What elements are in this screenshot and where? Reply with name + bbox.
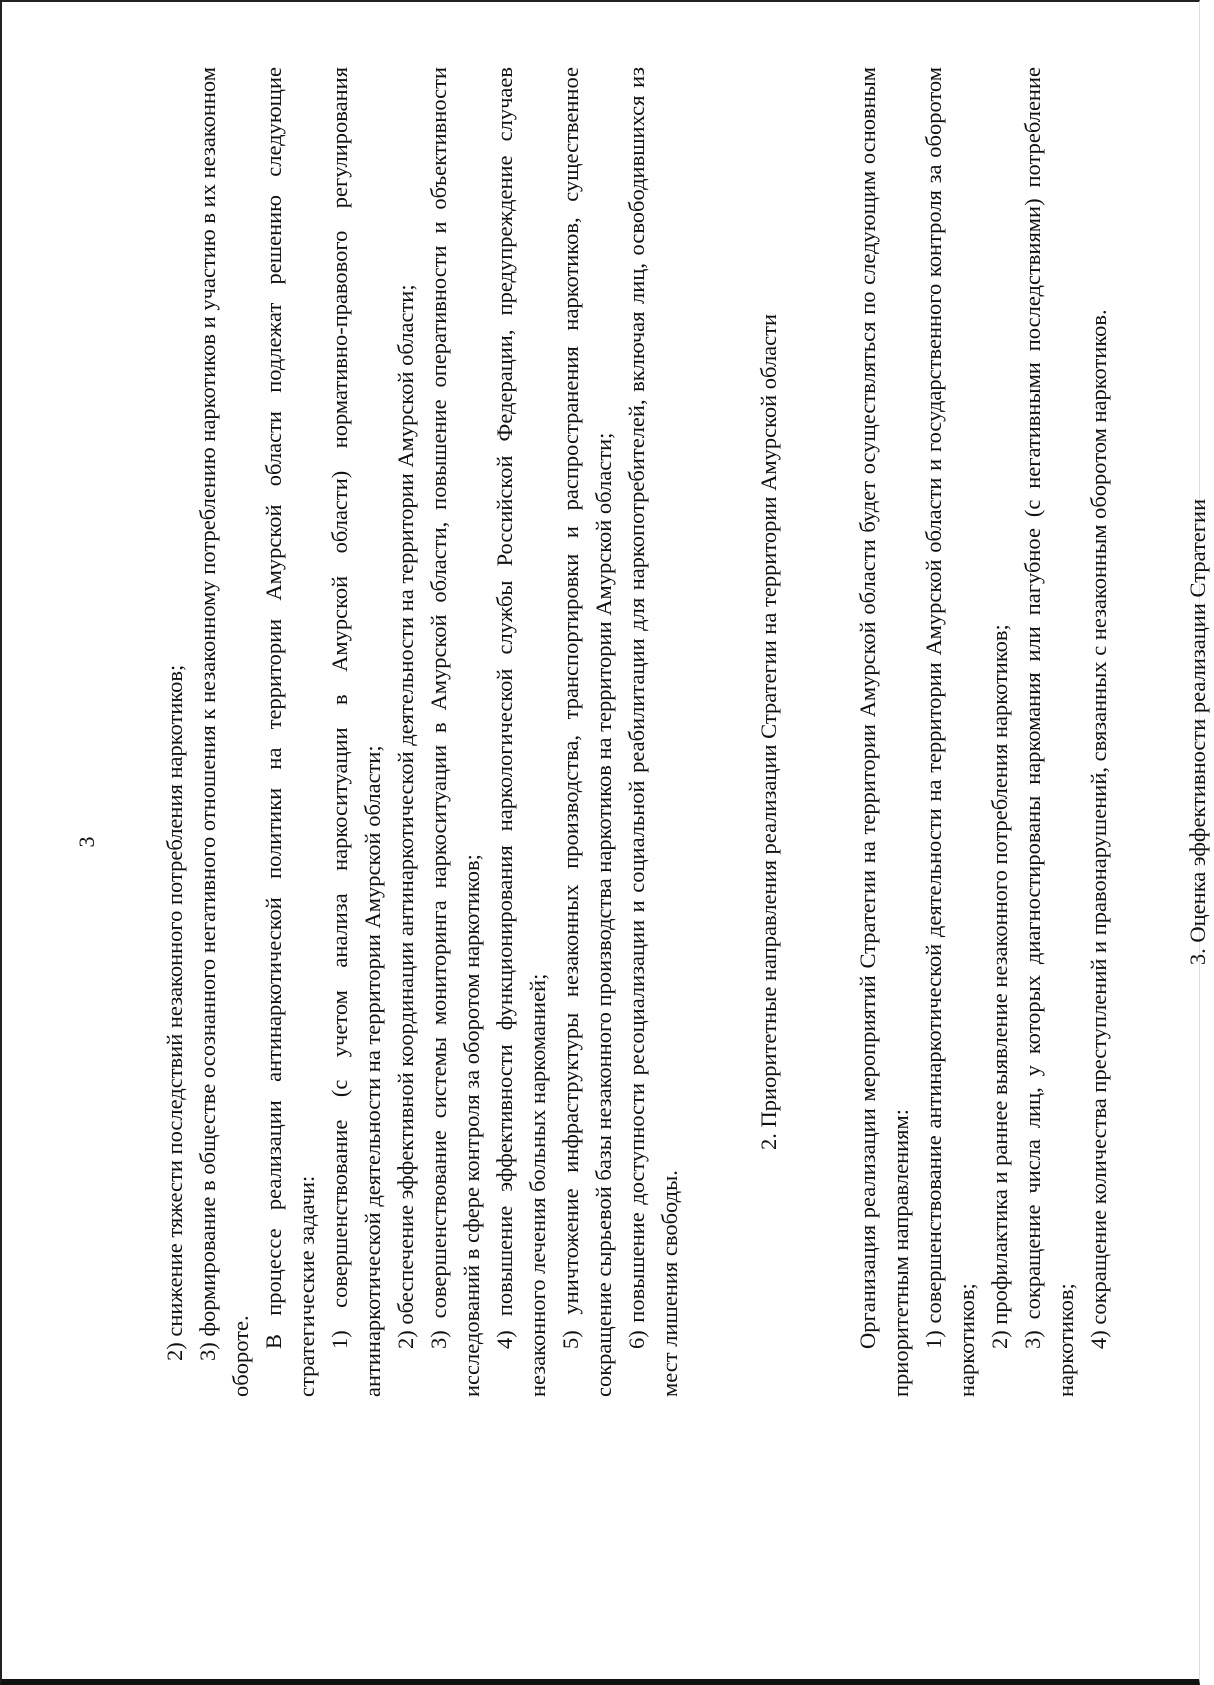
spacer <box>1115 67 1181 1397</box>
spacer <box>785 67 851 1397</box>
section-2-intro: Организация реализации мероприятий Стратегии на территории Амурской области будет осуществляться по следующим основным приоритетным направлениям: <box>855 67 913 1397</box>
paragraph-strategic-task-6: 6) повышение доступности ресоциализации и социальной реабилитации для наркопотребителей, включая лиц, освободившихся из мест лишения свободы. <box>624 67 682 1397</box>
paragraph-strategic-task-3: 3) совершенствование системы мониторинга наркоситуации в Амурской области, повышение оперативности и объективности исследований в сфере контроля за оборотом наркотиков; <box>426 67 484 1397</box>
paragraph-task-3: 3) формирование в обществе осознанного негативного отношения к незаконному потреблению наркотиков и участию в их незаконном обороте. <box>195 67 253 1397</box>
section-2-direction-4: 4) сокращение количества преступлений и правонарушений, связанных с незаконным оборотом наркотиков. <box>1086 309 1111 1349</box>
section-2-direction-1: 1) совершенствование антинаркотической деятельности на территории Амурской области и государственного контроля за оборотом наркотиков; <box>921 67 979 1397</box>
rotated-page <box>0 42 1210 1642</box>
paragraph-strategic-task-4: 4) повышение эффективности функционирования наркологической службы Российской Федерации, предупреждение случаев незаконного лечения больных наркоманией; <box>492 67 550 1397</box>
document-body <box>158 67 1214 1397</box>
document-page <box>0 42 1210 1642</box>
paragraph-task-2: 2) снижение тяжести последствий незаконного потребления наркотиков; <box>162 664 187 1361</box>
section-3-heading: 3. Оценка эффективности реализации Стратегии <box>1185 498 1210 966</box>
section-2-heading: 2. Приоритетные направления реализации Стратегии на территории Амурской области <box>756 313 781 1151</box>
section-2-direction-2: 2) профилактика и раннее выявление незаконного потребления наркотиков; <box>987 624 1012 1349</box>
paragraph-strategic-tasks-intro: В процессе реализации антинаркотической политики на территории Амурской области подлежат решению следующие стратегические задачи: <box>261 67 319 1397</box>
spacer <box>686 67 752 1397</box>
section-2-direction-3: 3) сокращение числа лиц, у которых диагностированы наркомания или пагубное (с негативными последствиями) потребление наркотиков; <box>1020 67 1078 1397</box>
paragraph-strategic-task-5: 5) уничтожение инфраструктуры незаконных производства, транспортировки и распространения наркотиков, существенное сокращение сырьевой базы незаконного производства наркотиков на территории Амурской области; <box>558 67 616 1397</box>
paragraph-strategic-task-2: 2) обеспечение эффективной координации антинаркотической деятельности на территории Амурской области; <box>393 284 418 1349</box>
page-number: 3 <box>74 836 99 848</box>
paragraph-strategic-task-1: 1) совершенствование (с учетом анализа наркоситуации в Амурской области) нормативно-правового регулирования антинаркотической деятельности на территории Амурской области; <box>327 67 385 1397</box>
